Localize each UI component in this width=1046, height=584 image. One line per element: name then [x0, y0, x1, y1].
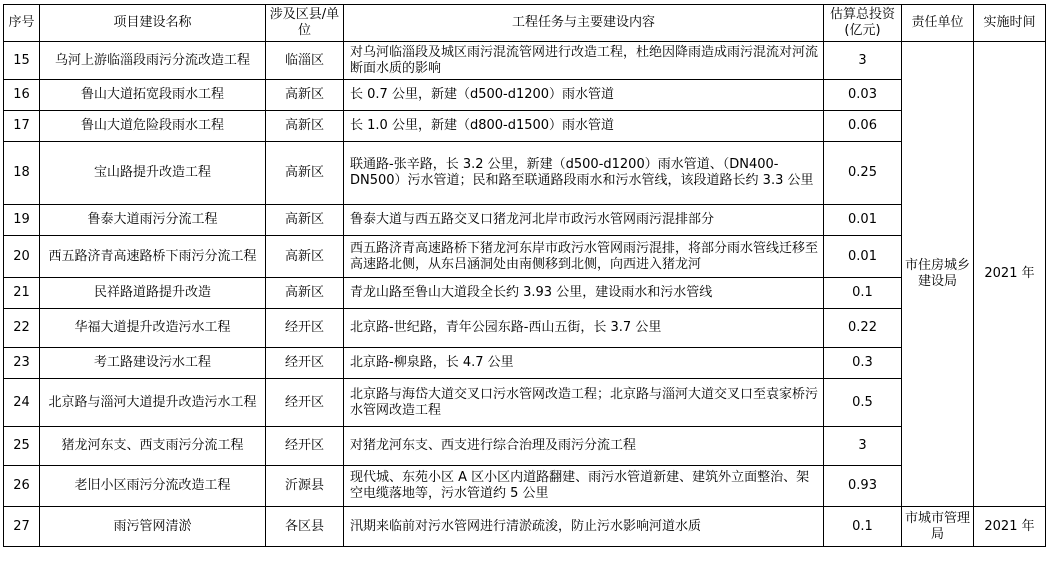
table-row	[4, 142, 1046, 205]
header-content: 工程任务与主要建设内容	[344, 5, 824, 42]
cell-invest: 0.5	[824, 379, 902, 427]
cell-name: 考工路建设污水工程	[40, 348, 266, 379]
cell-time-2021: 2021 年	[974, 42, 1046, 507]
cell-unit-housing: 市住房城乡建设局	[902, 42, 974, 507]
cell-no: 16	[4, 80, 40, 111]
table-row	[4, 80, 1046, 111]
cell-name: 猪龙河东支、西支雨污分流工程	[40, 427, 266, 466]
cell-content: 长 0.7 公里，新建（d500-d1200）雨水管道	[344, 80, 824, 111]
cell-name: 乌河上游临淄段雨污分流改造工程	[40, 42, 266, 80]
header-seq: 序号	[4, 5, 40, 42]
cell-invest: 0.01	[824, 236, 902, 278]
cell-no: 18	[4, 142, 40, 205]
cell-content: 北京路-世纪路，青年公园东路-西山五街，长 3.7 公里	[344, 309, 824, 348]
cell-invest: 3	[824, 42, 902, 80]
table-row	[4, 348, 1046, 379]
cell-content: 北京路-柳泉路，长 4.7 公里	[344, 348, 824, 379]
header-district: 涉及区县/单位	[266, 5, 344, 42]
cell-district: 高新区	[266, 80, 344, 111]
cell-invest: 0.1	[824, 507, 902, 547]
cell-name: 北京路与淄河大道提升改造污水工程	[40, 379, 266, 427]
cell-no: 23	[4, 348, 40, 379]
table-row	[4, 236, 1046, 278]
cell-district: 经开区	[266, 309, 344, 348]
cell-time-2021b: 2021 年	[974, 507, 1046, 547]
table-row	[4, 466, 1046, 507]
cell-no: 26	[4, 466, 40, 507]
cell-content: 北京路与海岱大道交叉口污水管网改造工程；北京路与淄河大道交叉口至袁家桥污水管网改造工程	[344, 379, 824, 427]
table-row	[4, 427, 1046, 466]
cell-district: 经开区	[266, 427, 344, 466]
cell-content: 鲁泰大道与西五路交叉口猪龙河北岸市政污水管网雨污混排部分	[344, 205, 824, 236]
table-row	[4, 205, 1046, 236]
cell-invest: 0.01	[824, 205, 902, 236]
cell-no: 17	[4, 111, 40, 142]
cell-name: 宝山路提升改造工程	[40, 142, 266, 205]
cell-no: 15	[4, 42, 40, 80]
cell-content: 对乌河临淄段及城区雨污混流管网进行改造工程，杜绝因降雨造成雨污混流对河流断面水质的影响	[344, 42, 824, 80]
header-unit: 责任单位	[902, 5, 974, 42]
header-name: 项目建设名称	[40, 5, 266, 42]
cell-district: 经开区	[266, 379, 344, 427]
cell-content: 汛期来临前对污水管网进行清淤疏浚，防止污水影响河道水质	[344, 507, 824, 547]
cell-no: 22	[4, 309, 40, 348]
cell-invest: 0.03	[824, 80, 902, 111]
cell-invest: 0.1	[824, 278, 902, 309]
header-row	[4, 5, 1046, 42]
cell-district: 高新区	[266, 236, 344, 278]
cell-invest: 3	[824, 427, 902, 466]
cell-name: 西五路济青高速路桥下雨污分流工程	[40, 236, 266, 278]
cell-content: 长 1.0 公里，新建（d800-d1500）雨水管道	[344, 111, 824, 142]
table-row	[4, 379, 1046, 427]
cell-name: 鲁泰大道雨污分流工程	[40, 205, 266, 236]
cell-unit-city: 市城市管理局	[902, 507, 974, 547]
table-row	[4, 42, 1046, 80]
cell-invest: 0.93	[824, 466, 902, 507]
cell-name: 鲁山大道危险段雨水工程	[40, 111, 266, 142]
cell-invest: 0.06	[824, 111, 902, 142]
cell-district: 高新区	[266, 111, 344, 142]
cell-content: 对猪龙河东支、西支进行综合治理及雨污分流工程	[344, 427, 824, 466]
project-table	[3, 4, 1046, 547]
cell-invest: 0.25	[824, 142, 902, 205]
cell-invest: 0.3	[824, 348, 902, 379]
header-invest: 估算总投资(亿元)	[824, 5, 902, 42]
table-row	[4, 507, 1046, 547]
table-row	[4, 309, 1046, 348]
cell-district: 各区县	[266, 507, 344, 547]
cell-name: 雨污管网清淤	[40, 507, 266, 547]
cell-no: 27	[4, 507, 40, 547]
cell-name: 民祥路道路提升改造	[40, 278, 266, 309]
table-row	[4, 111, 1046, 142]
cell-district: 高新区	[266, 142, 344, 205]
cell-name: 鲁山大道拓宽段雨水工程	[40, 80, 266, 111]
cell-no: 20	[4, 236, 40, 278]
cell-invest: 0.22	[824, 309, 902, 348]
cell-content: 西五路济青高速路桥下猪龙河东岸市政污水管网雨污混排，将部分雨水管线迁移至高速路北侧，从东吕涵洞处由南侧移到北侧，向西进入猪龙河	[344, 236, 824, 278]
cell-no: 25	[4, 427, 40, 466]
cell-content: 联通路-张辛路，长 3.2 公里，新建（d500-d1200）雨水管道、（DN400-DN500）污水管道；民和路至联通路段雨水和污水管线，该段道路长约 3.3 公里	[344, 142, 824, 205]
cell-name: 华福大道提升改造污水工程	[40, 309, 266, 348]
cell-no: 24	[4, 379, 40, 427]
cell-no: 19	[4, 205, 40, 236]
cell-content: 青龙山路至鲁山大道段全长约 3.93 公里，建设雨水和污水管线	[344, 278, 824, 309]
cell-no: 21	[4, 278, 40, 309]
cell-district: 沂源县	[266, 466, 344, 507]
cell-district: 经开区	[266, 348, 344, 379]
cell-content: 现代城、东苑小区 A 区小区内道路翻建、雨污水管道新建、建筑外立面整治、架空电缆落地等，污水管道约 5 公里	[344, 466, 824, 507]
cell-district: 临淄区	[266, 42, 344, 80]
cell-name: 老旧小区雨污分流改造工程	[40, 466, 266, 507]
cell-district: 高新区	[266, 278, 344, 309]
cell-district: 高新区	[266, 205, 344, 236]
header-time: 实施时间	[974, 5, 1046, 42]
table-row	[4, 278, 1046, 309]
